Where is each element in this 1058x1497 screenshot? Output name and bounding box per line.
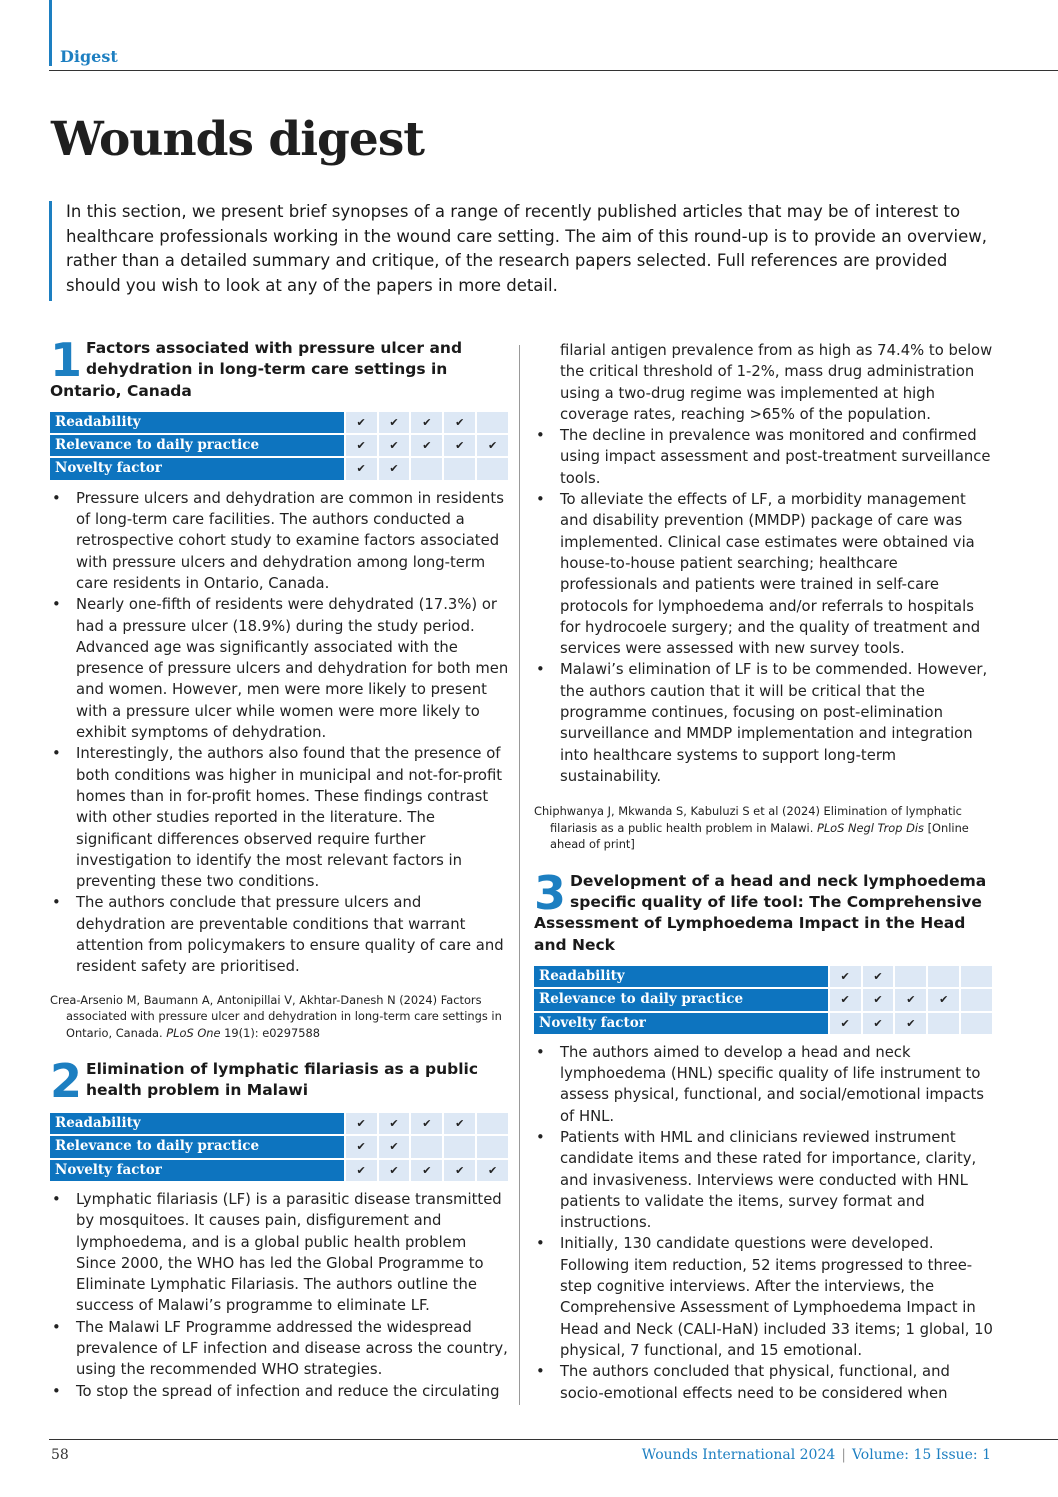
article-2-bullets-continued [534,425,994,787]
article-2 [50,1054,510,1402]
article-1-reference [50,992,510,1042]
rating-check-cell [961,989,992,1010]
intro-accent-bar [49,201,52,301]
rating-check-icon: ✔ [379,1136,410,1157]
bullet-item: • The authors aimed to develop a head and neck lymphoedema (HNL) specific quality of life instrument to assess physical, functional, and social/emotional impacts of HNL. [534,1042,994,1127]
article-1-title: Factors associated with pressure ulcer and dehydration in long-term care settings in Ontario, Canada [50,339,463,400]
rating-row-readability [50,412,508,433]
rating-row-relevance [50,435,508,456]
rating-check-icon: ✔ [379,412,410,433]
rating-check-icon: ✔ [477,1160,508,1181]
reference-authors: Chiphwanya J, Mkwanda S, Kabuluzi S et al (2024) Elimination of lymphatic filariasis as a public health problem in Malawi. [534,804,962,835]
rating-label: Readability [50,1113,344,1134]
rating-check-icon: ✔ [411,1113,442,1134]
intro-paragraph: In this section, we present brief synopses of a range of recently published articles that may be of interest to healthcare professionals working in the wound care setting. The aim of this round-up is to provide an overview, rather than a detailed summary and critique, of the research papers selected. Full references are provided should you wish to look at any of the papers in more detail. [66,202,988,295]
right-column [534,340,994,1404]
rating-label: Relevance to daily practice [50,1136,344,1157]
rating-check-icon: ✔ [346,435,377,456]
rating-check-icon: ✔ [379,458,410,479]
reference-authors: Crea-Arsenio M, Baumann A, Antonipillai V, Akhtar-Danesh N (2024) Factors associated with pressure ulcer and dehydration in long-term care settings in Ontario, Canada. [50,992,502,1040]
bullet-item: • The Malawi LF Programme addressed the widespread prevalence of LF infection and disease across the country, using the recommended WHO strategies. [50,1317,510,1381]
article-2-continued [534,340,994,853]
reference-journal: PLoS One [166,1025,221,1040]
reference-details: 19(1): e0297588 [224,1025,320,1040]
rating-check-icon: ✔ [895,1013,926,1034]
article-1-rating-table [48,410,510,482]
rating-check-cell [928,966,959,987]
article-3-rating-table [532,964,994,1036]
rating-check-icon: ✔ [379,1113,410,1134]
rating-row-readability [534,966,992,987]
bullet-item: • To alleviate the effects of LF, a morbidity management and disability prevention (MMDP) package of care was implemented. Clinical case estimates were obtained via house-to-house patient searching; healthcare professionals and patients were trained in self-care protocols for lymphoedema and/or referrals to hospitals for hydrocoele surgery; and the quality of treatment and services were assessed with new survey tools. [534,489,994,659]
bullet-item: • Interestingly, the authors also found that the presence of both conditions was higher in municipal and not-for-profit homes than in for-profit homes. These findings contrast with other studies reported in the literature. The significant differences observed require further investigation to identify the most relevant factors in preventing these two conditions. [50,743,510,892]
rating-check-icon: ✔ [411,1160,442,1181]
bullet-item: • To stop the spread of infection and reduce the circulating [50,1381,510,1402]
header-rule [49,70,1058,71]
reference-journal: PLoS Negl Trop Dis [816,820,924,835]
rating-check-icon: ✔ [830,989,861,1010]
page-title: Wounds digest [51,112,424,167]
section-label: Digest [60,47,118,66]
bullet-item: • Lymphatic filariasis (LF) is a parasitic disease transmitted by mosquitoes. It causes pain, disfigurement and lymphoedema, and is a global public health problem Since 2000, the WHO has led the Global Programme to Eliminate Lymphatic Filariasis. The authors outline the success of Malawi’s programme to eliminate LF. [50,1189,510,1317]
bullet-item: • The authors conclude that pressure ulcers and dehydration are preventable conditions that warrant attention from policymakers to ensure quality of care and resident safety are prioritised. [50,892,510,977]
rating-check-icon: ✔ [379,1160,410,1181]
article-3-number: 3 [534,865,567,920]
rating-row-novelty [50,458,508,479]
rating-check-icon: ✔ [411,435,442,456]
bullet-item: • Pressure ulcers and dehydration are common in residents of long-term care facilities. The authors conducted a retrospective cohort study to examine factors associated with pressure ulcers and dehydration among long-term care residents in Ontario, Canada. [50,488,510,594]
article-3-header [534,865,994,956]
rating-check-cell [477,1136,508,1157]
rating-check-icon: ✔ [477,435,508,456]
rating-check-icon: ✔ [346,458,377,479]
rating-check-icon: ✔ [444,1113,475,1134]
rating-label: Readability [534,966,828,987]
rating-label: Novelty factor [534,1013,828,1034]
article-2-continuation-text: filarial antigen prevalence from as high as 74.4% to below the critical threshold of 1-2%, mass drug administration using a two-drug regime was implemented at high coverage rates, reaching >65% of the population. [560,342,993,423]
rating-check-cell [477,1113,508,1134]
rating-check-cell [961,1013,992,1034]
article-1-bullets [50,488,510,978]
rating-check-icon: ✔ [346,412,377,433]
bullet-item: • The decline in prevalence was monitored and confirmed using impact assessment and post-treatment surveillance tools. [534,425,994,489]
rating-check-icon: ✔ [444,435,475,456]
rating-check-icon: ✔ [346,1160,377,1181]
article-2-title: Elimination of lymphatic filariasis as a public health problem in Malawi [86,1060,479,1100]
rating-check-icon: ✔ [830,1013,861,1034]
rating-check-cell [411,458,442,479]
article-2-number: 2 [50,1054,83,1109]
rating-check-icon: ✔ [863,1013,894,1034]
rating-check-cell [928,1013,959,1034]
rating-row-readability [50,1113,508,1134]
rating-label: Readability [50,412,344,433]
rating-check-icon: ✔ [444,1160,475,1181]
footer-journal: Wounds International 2024 [641,1447,836,1463]
column-divider [519,345,520,1405]
footer-separator: | [841,1447,846,1463]
bullet-item: • The authors concluded that physical, functional, and socio-emotional effects need to be considered when [534,1361,994,1404]
bullet-item: • Nearly one-fifth of residents were dehydrated (17.3%) or had a pressure ulcer (18.9%) during the study period. Advanced age was significantly associated with the presence of pressure ulcers and dehydration for both men and women. However, men were more likely to present with a pressure ulcer while women were more likely to exhibit symptoms of dehydration. [50,594,510,743]
bullet-item: • Malawi’s elimination of LF is to be commended. However, the authors caution that it will be critical that the programme continues, focusing on post-elimination surveillance and MMDP implementation and integration into healthcare systems to support long-term sustainability. [534,659,994,787]
rating-label: Relevance to daily practice [534,989,828,1010]
article-1-header [50,333,510,402]
rating-check-cell [444,1136,475,1157]
reference-details: [Online ahead of print] [550,820,969,852]
rating-check-icon: ✔ [928,989,959,1010]
article-1-number: 1 [50,333,83,387]
rating-check-cell [895,966,926,987]
footer-rule [49,1439,1058,1440]
rating-label: Novelty factor [50,458,344,479]
rating-check-icon: ✔ [346,1136,377,1157]
rating-check-icon: ✔ [895,989,926,1010]
article-3-title: Development of a head and neck lymphoedema specific quality of life tool: The Comprehensive Assessment of Lymphoedema Impact in the Head and Neck [534,871,987,954]
rating-check-cell [477,458,508,479]
article-2-reference [534,803,994,853]
left-column [50,333,510,1402]
rating-check-icon: ✔ [444,412,475,433]
rating-row-relevance [534,989,992,1010]
rating-row-relevance [50,1136,508,1157]
rating-check-icon: ✔ [863,966,894,987]
rating-check-icon: ✔ [830,966,861,987]
rating-label: Novelty factor [50,1160,344,1181]
rating-check-icon: ✔ [411,412,442,433]
bullet-item: • Patients with HML and clinicians reviewed instrument candidate items and these rated for importance, clarity, and invasiveness. Interviews were conducted with HNL patients to validate the items, survey format and instructions. [534,1127,994,1233]
rating-label: Relevance to daily practice [50,435,344,456]
header-accent-bar [49,0,52,66]
article-2-bullets [50,1189,510,1402]
rating-check-icon: ✔ [863,989,894,1010]
article-1 [50,333,510,1041]
rating-check-cell [411,1136,442,1157]
footer-issue: Volume: 15 Issue: 1 [851,1447,991,1463]
bullet-item: • Initially, 130 candidate questions were developed. Following item reduction, 52 items progressed to three-step cognitive interviews. After the interviews, the Comprehensive Assessment of Lymphoedema Impact in Head and Neck (CALI-HaN) included 33 items; 1 global, 10 physical, 7 functional, and 15 emotional. [534,1233,994,1361]
rating-check-cell [444,458,475,479]
footer-journal-info [642,1447,991,1463]
rating-row-novelty [534,1013,992,1034]
article-3-bullets [534,1042,994,1404]
article-3 [534,865,994,1404]
rating-row-novelty [50,1160,508,1181]
rating-check-icon: ✔ [346,1113,377,1134]
page-number: 58 [51,1447,69,1463]
article-2-rating-table [48,1111,510,1183]
rating-check-cell [961,966,992,987]
article-2-header [50,1054,510,1109]
rating-check-cell [477,412,508,433]
rating-check-icon: ✔ [379,435,410,456]
